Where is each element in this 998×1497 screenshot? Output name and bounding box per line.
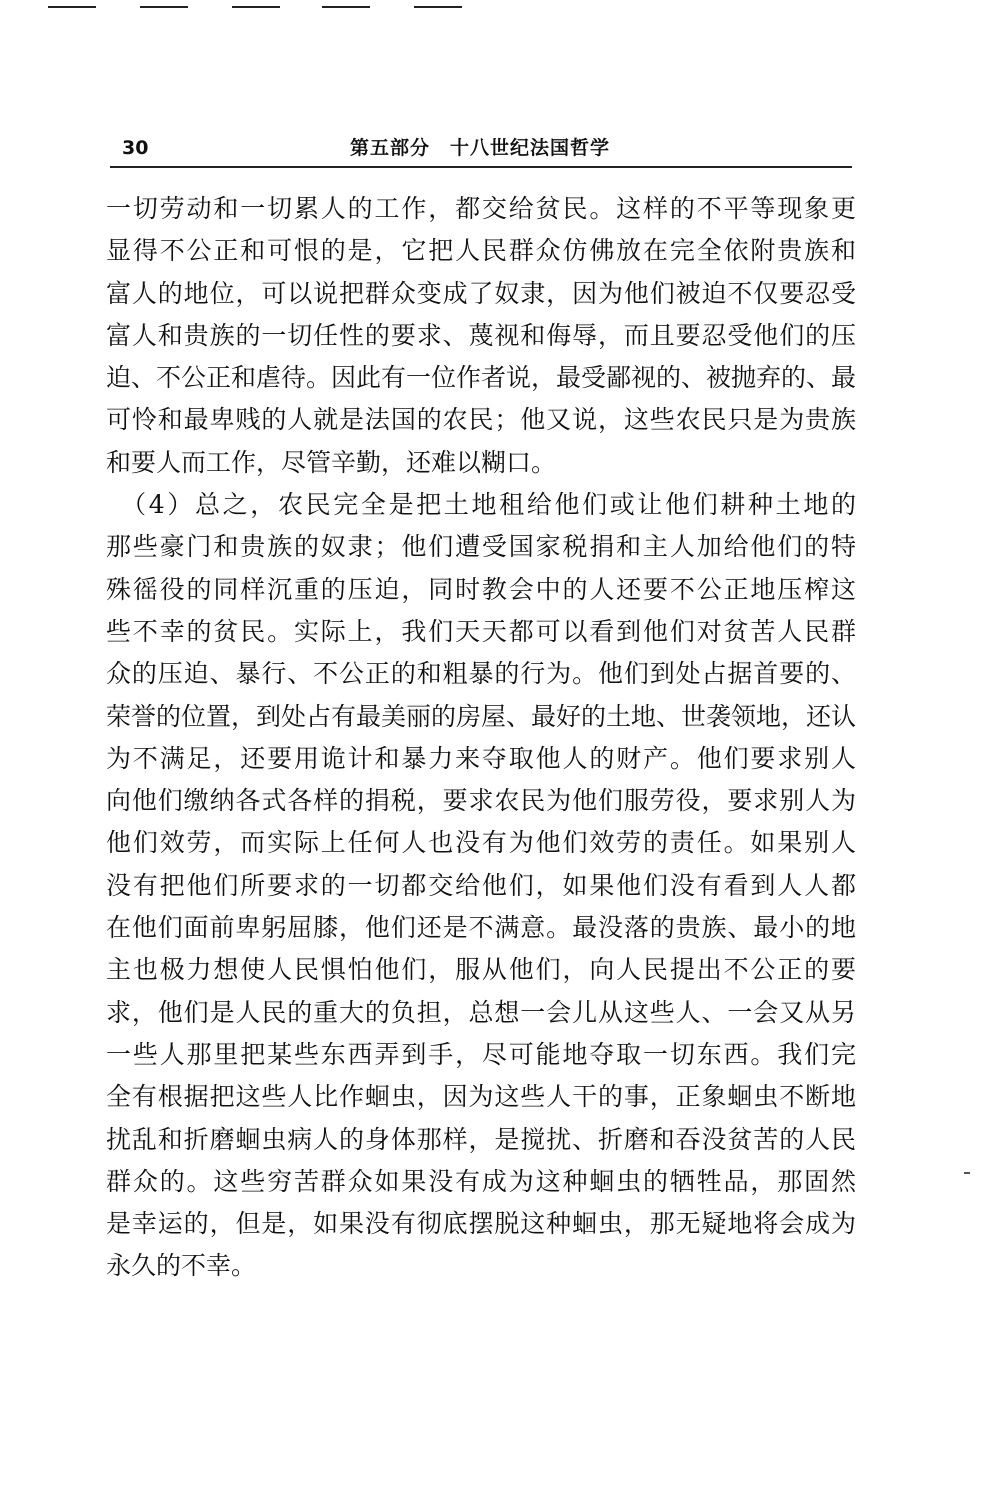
text-line: 一些人那里把某些东西弄到手，尽可能地夺取一切东西。我们完 — [106, 1039, 856, 1069]
text-line: 没有把他们所要求的一切都交给他们，如果他们没有看到人人都 — [106, 870, 856, 900]
text-line: 荣誉的位置，到处占有最美丽的房屋、最好的土地、世袭领地，还认 — [106, 701, 857, 731]
text-line: 在他们面前卑躬屈膝，他们还是不满意。最没落的贵族、最小的地 — [106, 913, 856, 943]
page-header — [110, 136, 850, 164]
text-line: 可怜和最卑贱的人就是法国的农民；他又说，这些农民只是为贵族 — [106, 405, 856, 435]
text-line: 一切劳动和一切累人的工作，都交给贫民。这样的不平等现象更 — [106, 194, 856, 223]
top-edge-mark — [414, 6, 462, 8]
text-line: 主也极力想使人民惧怕他们，服从他们，向人民提出不公正的要 — [106, 955, 856, 985]
text-line: 富人的地位，可以说把群众变成了奴隶，因为他们被迫不仅要忍受 — [106, 278, 856, 308]
page-number: 30 — [122, 137, 149, 159]
top-edge-mark — [322, 6, 370, 8]
text-line: （4）总之，农民完全是把土地租给他们或让他们耕种土地的 — [106, 490, 856, 520]
text-line: 他们效劳，而实际上任何人也没有为他们效劳的责任。如果别人 — [106, 828, 856, 858]
text-line: 永久的不幸。 — [106, 1251, 257, 1281]
header-rule — [110, 166, 852, 168]
text-line: 殊徭役的同样沉重的压迫，同时教会中的人还要不公正地压榨这 — [106, 574, 856, 604]
text-line: 求，他们是人民的重大的负担，总想一会儿从这些人、一会又从另 — [106, 997, 856, 1027]
text-line: 迫、不公正和虐待。因此有一位作者说，最受鄙视的、被抛弃的、最 — [106, 363, 857, 393]
body-text — [106, 188, 856, 1288]
margin-mark — [964, 1172, 970, 1174]
top-edge-mark — [140, 6, 188, 8]
text-line: 显得不公正和可恨的是，它把人民群众仿佛放在完全依附贵族和 — [106, 236, 856, 266]
text-line: 扰乱和折磨蛔虫病人的身体那样，是搅扰、折磨和吞没贫苦的人民 — [106, 1124, 856, 1154]
running-head: 第五部分 十八世纪法国哲学 — [349, 137, 610, 159]
text-line: 那些豪门和贵族的奴隶；他们遭受国家税捐和主人加给他们的特 — [106, 532, 856, 562]
text-line: 为不满足，还要用诡计和暴力来夺取他人的财产。他们要求别人 — [106, 743, 856, 773]
text-line: 向他们缴纳各式各样的捐税，要求农民为他们服劳役，要求别人为 — [106, 786, 856, 816]
top-edge-mark — [232, 6, 280, 8]
text-line: 群众的。这些穷苦群众如果没有成为这种蛔虫的牺牲品，那固然 — [106, 1166, 856, 1196]
text-line: 和要人而工作，尽管辛勤，还难以糊口。 — [106, 447, 557, 477]
text-line: 全有根据把这些人比作蛔虫，因为这些人干的事，正象蛔虫不断地 — [106, 1082, 856, 1112]
top-edge-mark — [48, 6, 96, 8]
top-edge-marks — [0, 0, 998, 12]
text-line: 些不幸的贫民。实际上，我们天天都可以看到他们对贫苦人民群 — [106, 616, 856, 646]
text-line: 是幸运的，但是，如果没有彻底摆脱这种蛔虫，那无疑地将会成为 — [106, 1209, 856, 1239]
text-line: 富人和贵族的一切任性的要求、蔑视和侮辱，而且要忍受他们的压 — [106, 320, 856, 350]
text-line: 众的压迫、暴行、不公正的和粗暴的行为。他们到处占据首要的、 — [106, 659, 856, 689]
